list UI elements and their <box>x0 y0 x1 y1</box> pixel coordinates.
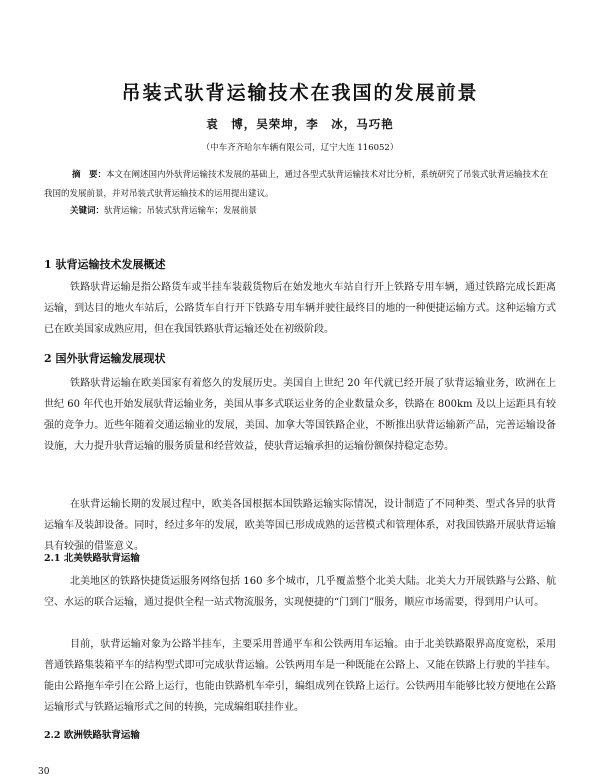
keywords-text: 驮背运输；吊装式驮背运输车；发展前景 <box>104 206 258 216</box>
page-number: 30 <box>38 767 50 777</box>
section-heading-1: 1 驮背运输技术发展概述 <box>44 258 166 271</box>
subsection-heading-2-2: 2.2 欧洲铁路驮背运输 <box>44 730 140 741</box>
paper-title: 吊装式驮背运输技术在我国的发展前景 <box>121 82 479 104</box>
subsection-2-1-paragraph-2: 目前，驮背运输对象为公路半挂车，主要采用普通平车和公铁两用车运输。由于北美铁路限界高度宽松，采用普通铁路集装箱平车的结构型式即可完成驮背运输。公铁两用车是一种既能在公路上、又能在铁路上行驶的半挂车。能由公路拖车牵引在公路上运行，也能由铁路机车牵引，编组成列在铁路上运行。公铁两用车能够比较方便地在公路运输形式与铁路运输形式之间的转换，完成编组联挂作业。 <box>44 639 556 713</box>
abstract-text: 本文在阐述国内外驮背运输技术发展的基础上，通过各型式驮背运输技术对比分析，系统研究了吊装式驮背运输技术在我国的发展前景，并对吊装式驮背运输技术的运用提出建议。 <box>44 170 549 199</box>
subsection-2-1-paragraph-1: 北美地区的铁路快捷货运服务网络包括 160 多个城市，几乎覆盖整个北美大陆。北美大力开展铁路与公路、航空、水运的联合运输，通过提供全程一站式物流服务，实现便捷的“门到门”服务，顺应市场需要，得到用户认可。 <box>44 576 556 608</box>
keywords-label: 关键词： <box>70 206 105 216</box>
abstract <box>44 166 556 204</box>
author-list: 袁 博，吴荣坤，李 冰，马巧艳 <box>206 117 394 131</box>
section-1-paragraph-1: 铁路驮背运输是指公路货车或半挂车装载货物后在始发地火车站自行开上铁路专用车辆，通过铁路完成长距离运输，到达目的地火车站后，公路货车自行开下铁路专用车辆并驶往最终目的地的一种便捷运输方式。这种运输方式已在欧美国家成熟应用，但在我国铁路驮背运输还处在初级阶段。 <box>44 282 556 335</box>
keywords <box>70 204 556 216</box>
section-heading-2: 2 国外驮背运输发展现状 <box>44 352 166 365</box>
section-2-paragraph-2: 在驮背运输长期的发展过程中，欧美各国根据本国铁路运输实际情况，设计制造了不同种类、型式各异的驮背运输车及装卸设备。同时，经过多年的发展，欧美等国已形成成熟的运营模式和管理体系，对我国铁路开展驮背运输具有较强的借鉴意义。 <box>44 499 556 552</box>
subsection-heading-2-1: 2.1 北美铁路驮背运输 <box>44 553 140 564</box>
affiliation: （中车齐齐哈尔车辆有限公司，辽宁大连 116052） <box>201 143 399 153</box>
abstract-label: 摘 要： <box>72 170 107 180</box>
section-2-paragraph-1: 铁路驮背运输在欧美国家有着悠久的发展历史。美国自上世纪 20 年代就已经开展了驮背运输业务，欧洲在上世纪 60 年代也开始发展驮背运输业务，美国从事多式联运业务的企业数量众多，铁路在 800km 及以上运距具有较强的竞争力。近些年随着交通运输业的发展，美国、加拿大等国铁路企业，不断推出驮背运输新产品，完善运输设备设施，大力提升驮背运输的服务质量和经营效益，使驮背运输承担的运输份额保持稳定态势。 <box>44 378 556 452</box>
